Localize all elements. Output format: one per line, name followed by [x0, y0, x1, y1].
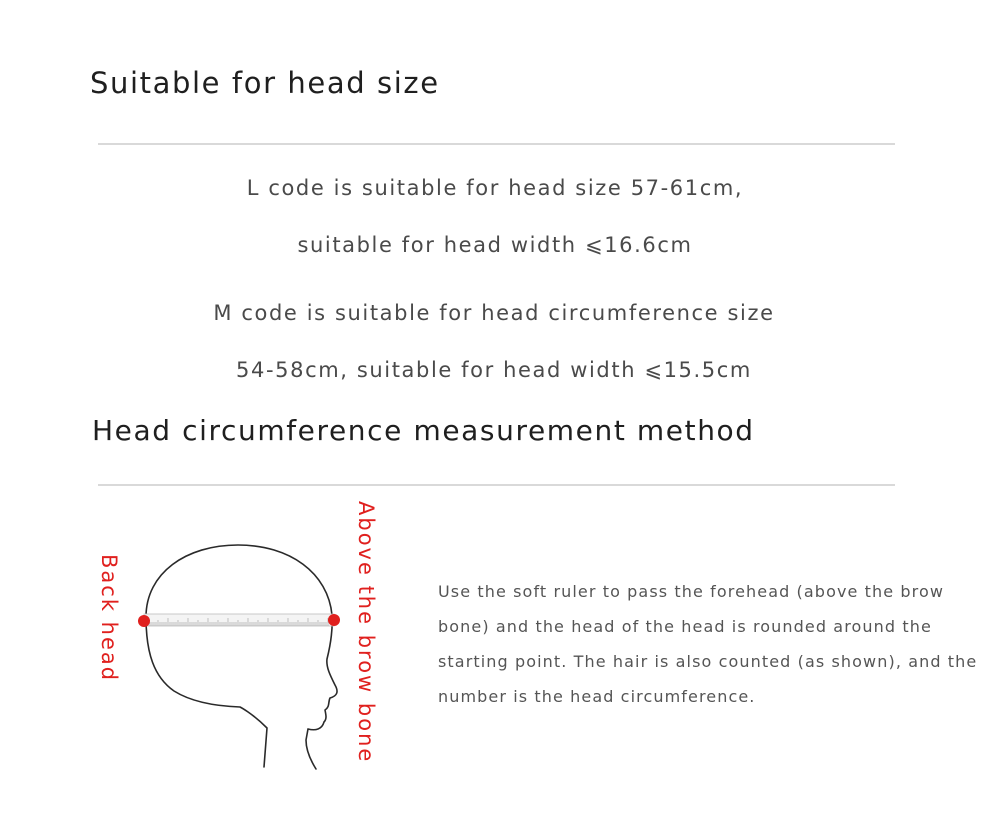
section-title-head-size: Suitable for head size: [90, 66, 440, 100]
label-back-head: Back head: [97, 554, 121, 683]
size-l-line-1: L code is suitable for head size 57-61cm,: [246, 176, 744, 200]
size-m-line-2: 54-58cm, suitable for head width ⩽15.5cm: [236, 358, 752, 382]
head-outline-icon: [146, 545, 337, 769]
brow-bone-marker-icon: [328, 614, 340, 626]
divider: [98, 484, 895, 486]
back-head-marker-icon: [138, 615, 150, 627]
measuring-tape-icon: [144, 614, 334, 626]
size-m-line-1: M code is suitable for head circumference size: [213, 301, 775, 325]
size-l-line-2: suitable for head width ⩽16.6cm: [297, 233, 693, 257]
section-title-measurement-method: Head circumference measurement method: [92, 414, 755, 447]
label-above-brow-bone: Above the brow bone: [354, 501, 378, 764]
divider: [98, 143, 895, 145]
measurement-instructions: Use the soft ruler to pass the forehead (above the brow bone) and the head of the head is rounded around the starting point. The hair is also counted (as shown), and the number is the head circumference.: [438, 582, 978, 706]
